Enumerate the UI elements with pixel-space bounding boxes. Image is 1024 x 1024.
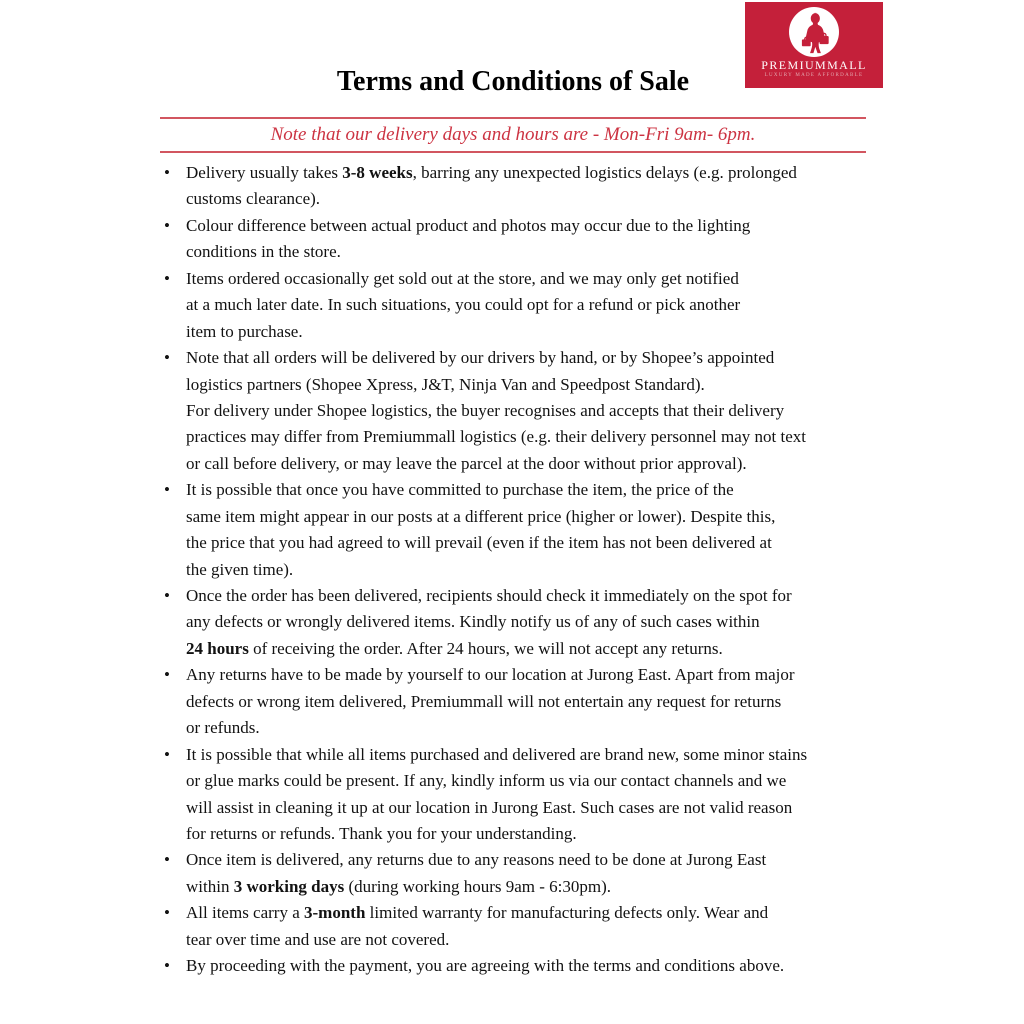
list-item: • Items ordered occasionally get sold out at the store, and we may only get notified at a much later date. In such situations, you could opt for a refund or pick another item to purchase. (160, 266, 890, 345)
list-item: • Delivery usually takes 3-8 weeks, barring any unexpected logistics delays (e.g. prolonged customs clearance). (160, 160, 890, 213)
list-item: • It is possible that once you have committed to purchase the item, the price of the same item might appear in our posts at a different price (higher or lower). Despite this, the price that you had agreed to will prevail (even if the item has not been delivered at the given time). (160, 477, 890, 583)
list-item: • It is possible that while all items purchased and delivered are brand new, some minor stains or glue marks could be present. If any, kindly inform us via our contact channels and we will assist in cleaning it up at our location in Jurong East. Such cases are not valid reason for returns or refunds. Thank you for your understanding. (160, 742, 890, 848)
terms-list (160, 160, 890, 980)
delivery-note-banner (160, 117, 866, 153)
logo-circle (789, 7, 839, 57)
list-item: • Once item is delivered, any returns due to any reasons need to be done at Jurong East within 3 working days (during working hours 9am - 6:30pm). (160, 847, 890, 900)
delivery-note-text: Note that our delivery days and hours are - Mon-Fri 9am- 6pm. (270, 124, 756, 145)
list-item: • By proceeding with the payment, you are agreeing with the terms and conditions above. (160, 953, 890, 979)
logo-tagline: LUXURY MADE AFFORDABLE (764, 73, 864, 78)
list-item: • Once the order has been delivered, recipients should check it immediately on the spot for any defects or wrongly delivered items. Kindly notify us of any of such cases within 24 hours of receiving the order. After 24 hours, we will not accept any returns. (160, 583, 890, 662)
page-title: Terms and Conditions of Sale (336, 66, 690, 97)
list-item: • Colour difference between actual product and photos may occur due to the lighting conditions in the store. (160, 213, 890, 266)
list-item: • All items carry a 3-month limited warranty for manufacturing defects only. Wear and tear over time and use are not covered. (160, 900, 890, 953)
list-item: • Any returns have to be made by yourself to our location at Jurong East. Apart from major defects or wrong item delivered, Premiummall will not entertain any request for returns or refunds. (160, 662, 890, 741)
logo-brand-name: PREMIUMMALL (761, 58, 867, 72)
list-item: • Note that all orders will be delivered by our drivers by hand, or by Shopee’s appointed logistics partners (Shopee Xpress, J&T, Ninja Van and Speedpost Standard). For delivery under Shopee logistics, the buyer recognises and accepts that their delivery practices may differ from Premiummall logistics (e.g. their delivery personnel may not text or call before delivery, or may leave the parcel at the door without prior approval). (160, 345, 890, 477)
woman-with-shopping-bags-icon (792, 10, 836, 54)
